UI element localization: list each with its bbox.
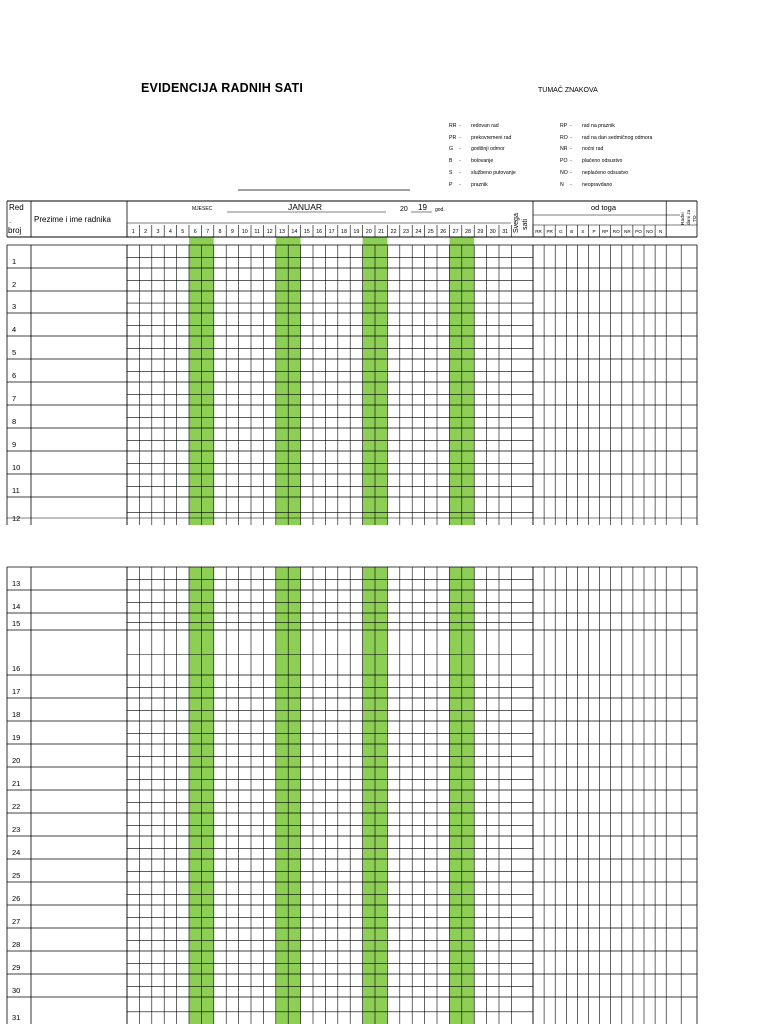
radni-dani-label: dani za — [687, 209, 692, 225]
category-code: B — [570, 229, 574, 234]
day-number: 19 — [353, 229, 360, 235]
row-number: 8 — [12, 417, 17, 426]
legend-item-s: S- službeno putovanje — [449, 169, 516, 176]
day-number: 11 — [254, 229, 261, 235]
row-number: 10 — [12, 463, 21, 472]
legend-item-rr: RR- redovan rad — [449, 123, 499, 129]
day-number: 17 — [328, 229, 335, 235]
day-number: 13 — [279, 229, 285, 235]
row-number: 20 — [12, 756, 21, 765]
category-code: NR — [624, 229, 631, 234]
row-number: 2 — [12, 280, 17, 289]
category-code: RP — [601, 229, 609, 234]
day-number: 1 — [131, 229, 135, 235]
month-label: MJESEC — [192, 206, 213, 212]
day-number: 7 — [206, 229, 210, 235]
legend-item-po: PO- plaćeno odsustvo — [560, 158, 623, 165]
day-number: 5 — [181, 229, 185, 235]
day-number: 15 — [303, 229, 310, 235]
row-number: 12 — [12, 514, 21, 523]
year-prefix: 20 — [400, 206, 408, 213]
day-number: 2 — [144, 229, 148, 235]
row-number: 17 — [12, 687, 21, 696]
broj-label: broj — [8, 226, 22, 235]
day-number: 14 — [291, 229, 298, 235]
legend-title: TUMAČ ZNAKOVA — [538, 87, 598, 94]
month-value: JANUAR — [288, 202, 323, 212]
name-column-header: Prezime i ime radnika — [34, 215, 111, 224]
day-number: 6 — [193, 229, 197, 235]
day-number: 18 — [341, 229, 347, 235]
day-number: 3 — [156, 229, 160, 235]
category-code: PO — [635, 229, 642, 234]
od-toga-label: od toga — [591, 203, 617, 212]
row-number: 15 — [12, 619, 21, 628]
row-number: 30 — [12, 986, 21, 995]
category-code: NO — [646, 229, 653, 234]
category-code: S — [581, 229, 585, 234]
year-value: 19 — [418, 203, 427, 212]
legend-item-ro: RO- rad na dan sedmičnog odmora — [560, 134, 653, 141]
red-dot: . — [9, 216, 12, 225]
sati-label: sati — [522, 219, 529, 230]
row-number: 19 — [12, 733, 21, 742]
day-number: 27 — [452, 229, 459, 235]
row-number: 18 — [12, 710, 21, 719]
radni-dani-label: Radni — [681, 212, 686, 225]
row-number: 28 — [12, 940, 21, 949]
radni-dani-label: TO — [693, 215, 698, 222]
row-number: 5 — [12, 348, 17, 357]
day-number: 24 — [415, 229, 422, 235]
day-number: 21 — [378, 229, 385, 235]
row-number: 7 — [12, 394, 17, 403]
legend-item-n: N- neopravdano — [560, 181, 613, 188]
day-number: 9 — [230, 229, 234, 235]
row-number: 27 — [12, 917, 21, 926]
day-number: 28 — [465, 229, 471, 235]
row-number: 3 — [12, 302, 17, 311]
day-number: 16 — [316, 229, 323, 235]
day-number: 8 — [218, 229, 222, 235]
category-code: RR — [535, 229, 542, 234]
row-number: 13 — [12, 579, 21, 588]
row-number: 24 — [12, 848, 21, 857]
day-number: 20 — [365, 229, 372, 235]
day-number: 12 — [266, 229, 273, 235]
legend-item-p: P- praznik — [449, 181, 488, 188]
day-number: 4 — [168, 229, 172, 235]
row-number: 1 — [12, 257, 17, 266]
day-number: 22 — [390, 229, 397, 235]
category-code: P — [592, 229, 596, 234]
category-code: G — [558, 229, 563, 234]
row-number: 22 — [12, 802, 21, 811]
row-number: 4 — [12, 325, 17, 334]
row-number: 29 — [12, 963, 21, 972]
legend-item-rp: RP- rad na praznik — [560, 123, 615, 129]
day-number: 10 — [241, 229, 248, 235]
row-number: 25 — [12, 871, 21, 880]
day-number: 25 — [427, 229, 434, 235]
row-number: 9 — [12, 440, 17, 449]
legend-item-nr: NR- noćni rad — [560, 146, 604, 153]
svega-label: Svega — [513, 213, 520, 233]
day-number: 30 — [489, 229, 496, 235]
legend-item-pr: PR- prekovremeni rad — [449, 134, 512, 141]
category-code: RO — [612, 229, 620, 234]
year-suffix: god. — [435, 207, 445, 213]
day-number: 29 — [477, 229, 484, 235]
red-label: Red — [9, 203, 24, 212]
category-code: PR — [546, 229, 553, 234]
category-code: N — [658, 229, 663, 234]
row-number: 21 — [12, 779, 21, 788]
legend-item-b: B- bolovanje — [449, 158, 494, 165]
row-number: 26 — [12, 894, 21, 903]
day-number: 26 — [440, 229, 447, 235]
page-title: EVIDENCIJA RADNIH SATI — [141, 81, 304, 95]
row-number: 6 — [12, 371, 17, 380]
row-number: 16 — [12, 664, 21, 673]
day-number: 23 — [403, 229, 409, 235]
row-number: 31 — [12, 1013, 21, 1022]
row-number: 11 — [12, 486, 20, 495]
legend-item-no: NO- neplaćeno odsustvo — [560, 169, 629, 176]
row-number: 23 — [12, 825, 21, 834]
day-number: 31 — [502, 229, 509, 235]
row-number: 14 — [12, 602, 21, 611]
legend-item-g: G- godišnji odmor — [449, 146, 505, 153]
